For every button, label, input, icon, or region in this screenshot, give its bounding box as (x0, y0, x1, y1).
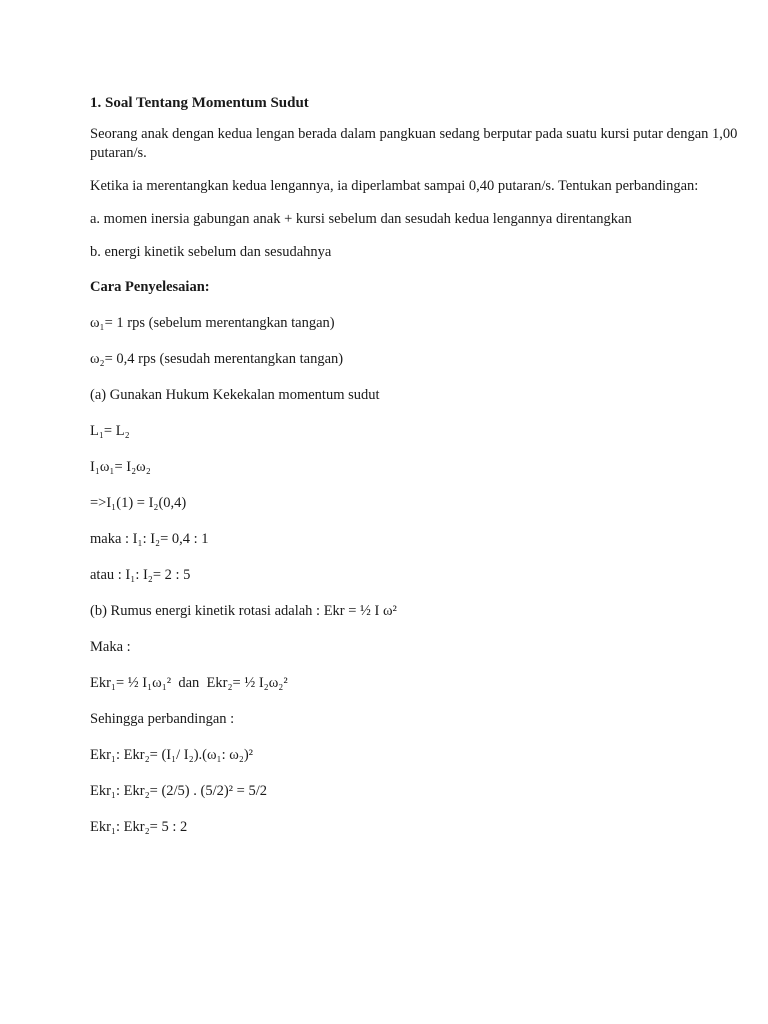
document-page (90, 93, 740, 854)
solution-line-ekr-ratio-1: Ekr₁: Ekr₂= (I₁/ I₂).(ω₁: ω₂)² (90, 747, 253, 763)
question-a: a. momen inersia gabungan anak + kursi sebelum dan sesudah kedua lengannya direntangkan (90, 211, 632, 227)
question-b: b. energi kinetik sebelum dan sesudahnya (90, 244, 332, 260)
solution-line-substitute: =>I₁(1) = I₂(0,4) (90, 495, 187, 511)
solution-line-ekr-ratio-2: Ekr₁: Ekr₂= (2/5) . (5/2)² = 5/2 (90, 783, 267, 799)
solution-line-part-b: (b) Rumus energi kinetik rotasi adalah : Ekr = ½ I ω² (90, 603, 397, 619)
problem-paragraph-2: Ketika ia merentangkan kedua lengannya, ia diperlambat sampai 0,40 putaran/s. Tentukan perbandingan: (90, 178, 699, 194)
solution-line-ratio-1: maka : I₁: I₂= 0,4 : 1 (90, 531, 209, 547)
solution-line-i-omega: I₁ω₁= I₂ω₂ (90, 459, 151, 475)
solution-line-maka: Maka : (90, 639, 131, 655)
document-title: 1. Soal Tentang Momentum Sudut (90, 95, 309, 111)
solution-line-sehingga: Sehingga perbandingan : (90, 711, 235, 727)
solution-line-part-a: (a) Gunakan Hukum Kekekalan momentum sudut (90, 387, 380, 403)
solution-line-l-equal: L₁= L₂ (90, 423, 130, 439)
solution-line-ekr-ratio-3: Ekr₁: Ekr₂= 5 : 2 (90, 819, 188, 835)
solution-line-ekr-formula: Ekr₁= ½ I₁ω₁² dan Ekr₂= ½ I₂ω₂² (90, 675, 288, 691)
problem-paragraph-1: Seorang anak dengan kedua lengan berada dalam pangkuan sedang berputar pada suatu kursi putar dengan 1,00 putaran/s. (90, 126, 738, 161)
solution-line-ratio-2: atau : I₁: I₂= 2 : 5 (90, 567, 191, 583)
solution-line-omega2: ω₂= 0,4 rps (sesudah merentangkan tangan) (90, 351, 344, 367)
solution-heading: Cara Penyelesaian: (90, 279, 210, 295)
solution-line-omega1: ω₁= 1 rps (sebelum merentangkan tangan) (90, 315, 335, 331)
